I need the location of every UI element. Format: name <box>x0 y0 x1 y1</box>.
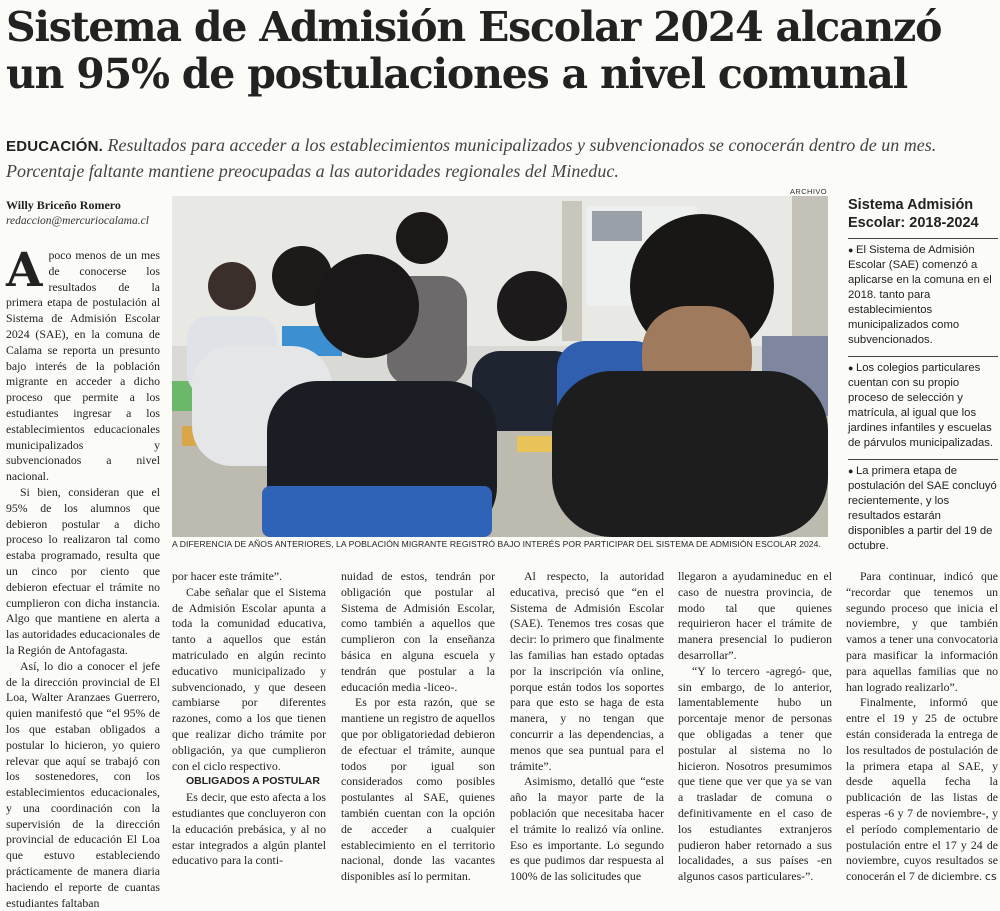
signoff-initials: cs <box>984 870 997 884</box>
section-subhead: OBLIGADOS A POSTULAR <box>186 775 320 788</box>
deck-text: Resultados para acceder a los establecimientos municipalizados y subvencionados se conocerán dentro de un mes. Porcentaje faltante mantiene preocupadas a las autoridades regionales del Mineduc. <box>6 135 937 181</box>
article-column-6 <box>846 569 998 885</box>
article-paragraph: “Y lo tercero -agregó- que, sin embargo, de lo anterior, lamentablemente hubo un porcentaje menor de personas que obligadas a tener que postular al sistema no lo hicieron. Nosotros presumimos que tiene que ver que ya se van a trasladar de comuna o definitivamente en el caso de los estudiantes extranjeros pudieron haber retornado a sus localidades, a sus países -en algunos casos particulares-”. <box>678 663 832 884</box>
author-email: redaccion@mercuriocalama.cl <box>6 215 149 227</box>
sidebar-bullet: ● El Sistema de Admisión Escolar (SAE) comenzó a aplicarse en la comuna en el 2018. tanto para establecimientos municipalizados como subvencionados. <box>848 238 998 356</box>
sidebar-box <box>848 238 998 562</box>
drop-cap: A <box>6 243 43 298</box>
article-paragraph: Asimismo, detalló que “este año la mayor parte de la población que necesitaba hacer el trámite lo realizó vía online. Eso es importante. Lo segundo es que pudimos dar respuesta al 100% de las solicitudes que <box>510 774 664 884</box>
author-name: Willy Briceño Romero <box>6 198 121 212</box>
article-paragraph: Cabe señalar que el Sistema de Admisión Escolar apunta a toda la comunidad educativa, tanto a aquellos que están matriculado en algún recinto educativo municipalizado y subvencionado, y que deseen cambiarse por diferentes razones, como a los que tienen que realizar dicho trámite por obligación, ya que cumplieron con el ciclo respectivo. <box>172 584 326 773</box>
article-column-1 <box>6 243 160 911</box>
article-paragraph: Finalmente, informó que entre el 19 y 25 de octubre están considerada la entrega de los resultados de postulación de la primera etapa al SAE, y desde aquella fecha la publicación de las listas de esperas -6 y 7 de noviembre-, y el período complementario de postulación entre el 17 y 24 de noviembre, cuyos resultados se conocerán el 7 de diciembre. cs <box>846 695 998 884</box>
article-column-4 <box>510 569 664 885</box>
article-column-2 <box>172 569 326 869</box>
article-paragraph: llegaron a ayudamineduc en el caso de nuestra provincia, de modo tal que quienes requirieron hacer el trámite de manera presencial lo pudieron desarrollar”. <box>678 569 832 662</box>
article-paragraph: Si bien, consideran que el 95% de los alumnos que debieron postular a dicho proceso lo realizaron tal como estaba programado, resulta que un cinco por ciento que debieron efectuar el trámite no cumplieron con dicha instancia. Algo que mantiene en alerta a las autoridades educacionales de la Región de Antofagasta. <box>6 484 160 657</box>
headline-line-1: Sistema de Admisión Escolar 2024 alcanzó <box>6 3 942 51</box>
photo-caption: A DIFERENCIA DE AÑOS ANTERIORES, LA POBLACIÓN MIGRANTE REGISTRÓ BAJO INTERÉS POR PARTICIPAR DEL SISTEMA DE ADMISIÓN ESCOLAR 2024. <box>172 539 821 549</box>
article-paragraph: Es decir, que esto afecta a los estudiantes que concluyeron con la educación prebásica, y al no estar integrados a algún plantel educativo para la conti- <box>172 790 326 868</box>
article-paragraph: Apoco menos de un mes de conocerse los resultados de la primera etapa de postulación al Sistema de Admisión Escolar 2024 (SAE), en la comuna de Calama se reporta un presunto bajo interés de la población migrante en acceder a dicho proceso que permite a los estudiantes ingresar a los establecimientos educacionales municipalizados y subvencionados a nivel nacional. <box>6 243 160 484</box>
headline <box>6 4 996 98</box>
article-paragraph: Para continuar, indicó que “recordar que tenemos un segundo proceso que inicia el noviembre, y que también vamos a tener una convocatoria para masificar la información para aquellas familias que no han logrado realizarlo”. <box>846 569 998 694</box>
article-paragraph: Al respecto, la autoridad educativa, precisó que “en el Sistema de Admisión Escolar (SAE). Tenemos tres cosas que decir: lo primero que finalmente las familias han estado optadas por la inscripción vía online, porque están todos los soportes para que esto se haga de esta manera, y no tengan que concurrir a las dependencias, a menos que sea puntual para el trámite”. <box>510 569 664 773</box>
article-column-5 <box>678 569 832 885</box>
sidebar-bullet: ● La primera etapa de postulación del SAE concluyó recientemente, y los resultados estarán disponibles a partir del 19 de octubre. <box>848 459 998 562</box>
section-label: EDUCACIÓN. <box>6 138 104 155</box>
sidebar-title: Sistema Admisión Escolar: 2018-2024 <box>848 197 979 231</box>
article-paragraph: Así, lo dio a conocer el jefe de la dirección provincial de El Loa, Walter Aranzaes Guerrero, quien manifestó que “el 95% de los que estaban obligados a postular lo hicieron, yo quiero relevar que aquí se trabajó con los sostenedores, con los establecimientos educacionales, y una coordinación con la supervisión de la dirección provincial de educación El Loa que estuvo estableciendo prácticamente de manera diaria haciendo el reporte de cuantas estudiantes faltaban <box>6 658 160 910</box>
photo-credit: ARCHIVO <box>790 187 827 196</box>
article-paragraph: Es por esta razón, que se mantiene un registro de aquellos que por obligatoriedad debieron de efectuar el trámite, aunque todos por igual son considerados como posibles postulantes al SAE, quienes también cuentan con la opción de acceder a cualquier establecimiento en el territorio nacional, donde las vacantes disponibles así lo permitan. <box>341 695 495 884</box>
classroom-photo <box>172 196 828 537</box>
article-column-3 <box>341 569 495 885</box>
headline-line-2: un 95% de postulaciones a nivel comunal <box>6 50 907 98</box>
article-paragraph: por hacer este trámite”. <box>172 569 283 583</box>
article-paragraph: nuidad de estos, tendrán por obligación que postular al Sistema de Admisión Escolar, como también a aquellos que cumplieron con la enseñanza básica en alguna escuela y tendrán que postular a la educación media -liceo-. <box>341 569 495 694</box>
deck <box>6 133 994 183</box>
sidebar-bullet: ● Los colegios particulares cuentan con su propio proceso de selección y matrícula, al igual que los jardines infantiles y escuelas de párvulos municipalizadas. <box>848 356 998 459</box>
